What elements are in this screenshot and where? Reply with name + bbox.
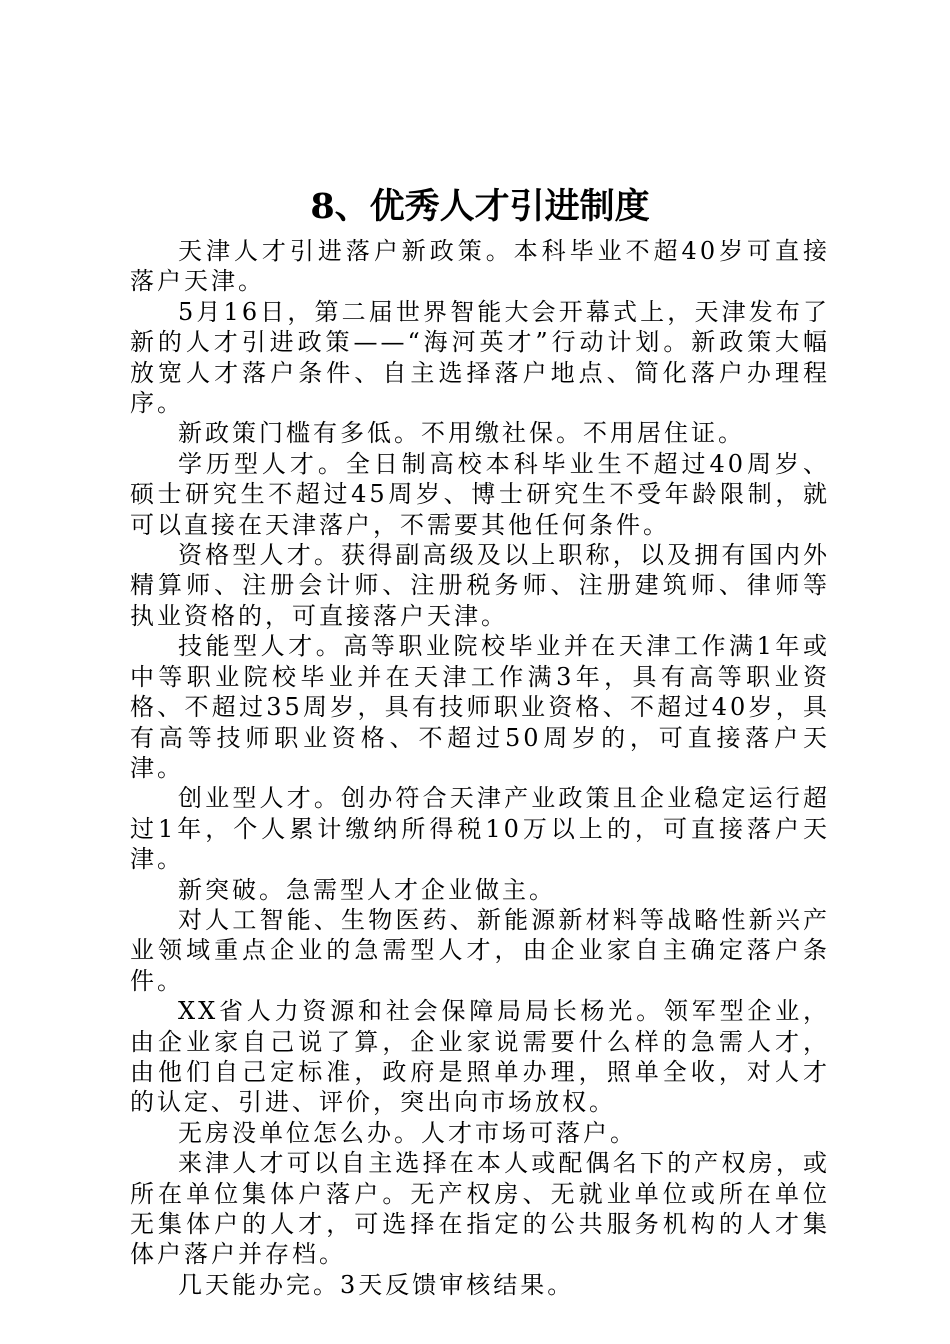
document-body (130, 236, 830, 1300)
paragraph-7: 创业型人才。创办符合天津产业政策且企业稳定运行超过1年，个人累计缴纳所得税10万以上的，可直接落户天津。 (130, 784, 830, 874)
paragraph-8: 新突破。急需型人才企业做主。 (178, 875, 556, 904)
paragraph-9: 对人工智能、生物医药、新能源新材料等战略性新兴产业领域重点企业的急需型人才，由企业家自主确定落户条件。 (130, 905, 830, 995)
paragraph-12: 来津人才可以自主选择在本人或配偶名下的产权房，或所在单位集体户落户。无产权房、无就业单位或所在单位无集体户的人才，可选择在指定的公共服务机构的人才集体户落户并存档。 (130, 1149, 830, 1269)
page-title: 8、优秀人才引进制度 (310, 186, 650, 227)
paragraph-13: 几天能办完。3天反馈审核结果。 (178, 1270, 575, 1299)
paragraph-10: XX省人力资源和社会保障局局长杨光。领军型企业，由企业家自己说了算，企业家说需要什么样的急需人才，由他们自己定标准，政府是照单办理，照单全收，对人才的认定、引进、评价，突出向市场放权。 (130, 997, 830, 1117)
paragraph-2: 5月16日，第二届世界智能大会开幕式上，天津发布了新的人才引进政策——“海河英才”行动计划。新政策大幅放宽人才落户条件、自主选择落户地点、简化落户办理程序。 (130, 297, 830, 418)
paragraph-11: 无房没单位怎么办。人才市场可落户。 (178, 1118, 637, 1147)
paragraph-5: 资格型人才。获得副高级及以上职称，以及拥有国内外精算师、注册会计师、注册税务师、注册建筑师、律师等执业资格的，可直接落户天津。 (130, 541, 830, 630)
paragraph-1: 天津人才引进落户新政策。本科毕业不超40岁可直接落户天津。 (130, 237, 830, 296)
paragraph-3: 新政策门槛有多低。不用缴社保。不用居住证。 (178, 419, 745, 448)
paragraph-6: 技能型人才。高等职业院校毕业并在天津工作满1年或中等职业院校毕业并在天津工作满3年，具有高等职业资格、不超过35周岁，具有技师职业资格、不超过40岁，具有高等技师职业资格、不超过50周岁的，可直接落户天津。 (130, 632, 830, 782)
paragraph-4: 学历型人才。全日制高校本科毕业生不超过40周岁、硕士研究生不超过45周岁、博士研究生不受年龄限制，就可以直接在天津落户，不需要其他任何条件。 (130, 449, 830, 539)
